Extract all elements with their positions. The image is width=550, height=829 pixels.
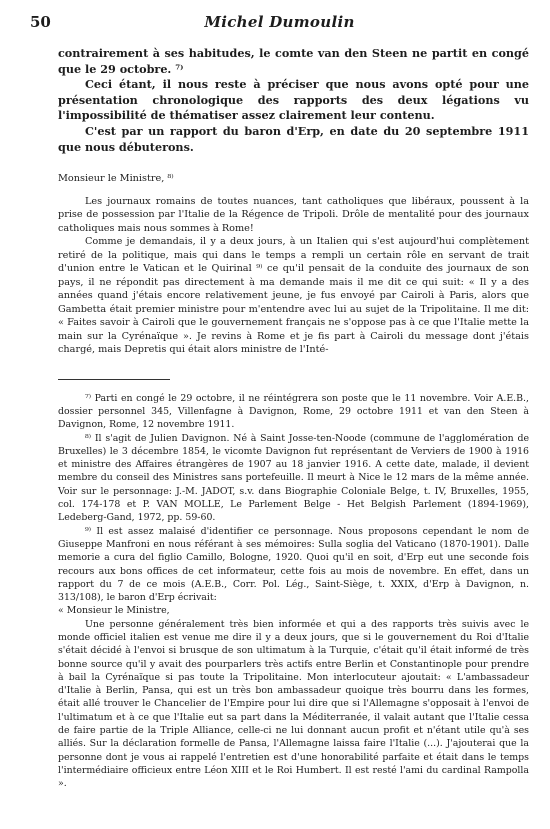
intro-paragraph-1: contrairement à ses habitudes, le comte van den Steen ne partit en congé que le 29 octobre. ⁷⁾ <box>58 46 529 76</box>
intro-paragraph-3: C'est par un rapport du baron d'Erp, en date du 20 septembre 1911 que nous débuterons. <box>58 123 529 154</box>
footnote-9-salutation: « Monsieur le Ministre, <box>58 605 170 617</box>
footnote-9: ⁹⁾ Il est assez malaisé d'identifier ce personnage. Nous proposons cependant le nom de Giuseppe Manfroni en nous référant à ses mémoires: Sulla soglia del Vaticano (1870-1901). Dalle memorie a cura del figlio Camillo, Bologne, 1920. Quoi qu'il en soit, d'Erp eut une seconde fois recours aux bons offices de cet informateur, cette fois au mois de novembre. En effet, dans un rapport du 7 de ce mois (A.E.B., Corr. Pol. Lég., Saint-Siège, t. XXIX, d'Erp à Davignon, n. 313/108), le baron d'Erp écrivait: <box>58 525 529 604</box>
page-number: 50 <box>30 13 51 31</box>
footnote-8: ⁸⁾ Il s'agit de Julien Davignon. Né à Saint Josse-ten-Noode (commune de l'agglomération de Bruxelles) le 3 décembre 1854, le vicomte Davignon fut représentant de Verviers de 1900 à 1916 et ministre des Affaires étrangères de 1907 au 18 janvier 1916. A cette date, malade, il devient membre du conseil des Ministres sans portefeuille. Il meurt à Nice le 12 mars de la même année. Voir sur le personnage: J.-M. JADOT, s.v. dans Biographie Coloniale Belge, t. IV, Bruxelles, 1955, col. 174-178 et P. VAN MOLLE, Le Parlement Belge - Het Belgish Parlement (1894-1969), Ledeberg-Gand, 1972, pp. 59-60. <box>58 432 529 524</box>
letter-paragraph-2: Comme je demandais, il y a deux jours, à un Italien qui s'est aujourd'hui complètement retiré de la politique, mais qui dans le temps a rempli un certain rôle en servant de trait d'union entre le Vatican et le Quirinal ⁹⁾ ce qu'il pensait de la conduite des journaux de son pays, il ne répondit pas directement à ma demande mais il me dit ce qui suit: « Il y a des années quand j'étais encore relativement jeune, je fus envoyé par Cairoli à Paris, alors que Gambetta était premier ministre pour m'entendre avec lui au sujet de la Tripolitaine. Il me dit: « Faites savoir à Cairoli que le gouvernement français ne s'oppose pas à ce que l'Italie mette la main sur la Cyrénaïque ». Je revins à Rome et je fis part à Cairoli du message dont j'étais chargé, mais Depretis qui était alors ministre de l'Inté- <box>58 236 529 356</box>
footnotes <box>58 392 529 791</box>
letter-salutation: Monsieur le Ministre, ⁸⁾ <box>58 173 174 185</box>
footnote-separator <box>58 379 170 380</box>
page-header <box>30 13 529 35</box>
page-body <box>58 46 529 791</box>
letter-paragraph-1: Les journaux romains de toutes nuances, tant catholiques que libéraux, poussent à la prise de possession par l'Italie de la Régence de Tripoli. Drôle de mentalité pour des journaux catholiques mais nous sommes à Rome! <box>58 195 529 234</box>
intro-paragraph-2: Ceci étant, il nous reste à préciser que nous avons opté pour une présentation chronologique des rapports des deux légations vu l'impossibilité de thématiser assez clairement leur contenu. <box>58 77 529 123</box>
footnote-7: ⁷⁾ Parti en congé le 29 octobre, il ne réintégrera son poste que le 11 novembre. Voir A.E.B., dossier personnel 345, Villenfagne à Davignon, Rome, 29 octobre 1911 et van den Steen à Davignon, Rome, 12 novembre 1911. <box>58 392 529 431</box>
running-title: Michel Dumoulin <box>204 13 355 31</box>
footnote-9-quote: Une personne généralement très bien informée et qui a des rapports très suivis avec le monde officiel italien est venue me dire il y a deux jours, que si le gouvernement du Roi d'Italie s'était décidé à l'envoi si brusque de son ultimatum à la Turquie, c'était qu'il était informé de très bonne source qu'il y avait des pourparlers très actifs entre Berlin et Constantinople pour prendre à bail la Cyrénaïque si pas toute la Tripolitaine. Mon interlocuteur ajoutait: « L'ambassadeur d'Italie à Berlin, Pansa, qui est un très bon ambassadeur quoique très bourru dans les formes, était allé trouver le Chancelier de l'Empire pour lui dire que si l'Allemagne s'opposait à l'envoi de l'ultimatum et à ce que l'Italie eut sa part dans la Méditerranée, il valait autant que l'Italie cessa de faire partie de la Triple Alliance, celle-ci ne lui donnant aucun profit et n'étant utile qu'à ses alliés. Sur la déclaration formelle de Pansa, l'Allemagne laissa faire l'Italie (...). J'ajouterai que la personne dont je vous ai rappelé l'entretien est d'une honorabilité parfaite et était dans le temps l'intermédiaire officieux entre Léon XIII et le Roi Humbert. Il est resté l'ami du cardinal Rampolla ». <box>58 618 529 790</box>
